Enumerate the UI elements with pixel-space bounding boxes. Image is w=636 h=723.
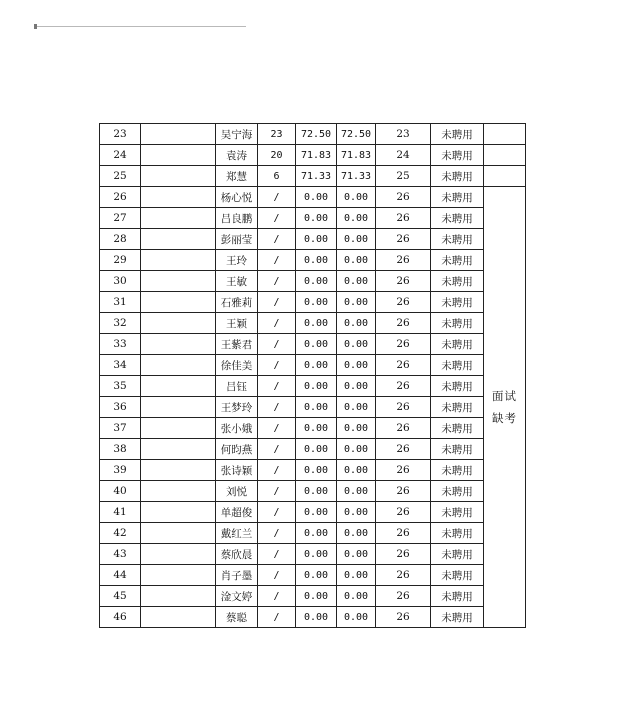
- interview-score: 0.00: [296, 355, 337, 376]
- table-row: [100, 607, 526, 628]
- interview-score: 0.00: [296, 607, 337, 628]
- rank: 26: [376, 460, 431, 481]
- rank: 26: [376, 355, 431, 376]
- interview-score: 0.00: [296, 229, 337, 250]
- table-row: [100, 502, 526, 523]
- total-score: 72.50: [337, 124, 376, 145]
- total-score: 0.00: [337, 229, 376, 250]
- rank: 26: [376, 565, 431, 586]
- table-row: [100, 565, 526, 586]
- written-score: /: [258, 292, 296, 313]
- blank-cell: [141, 544, 216, 565]
- written-score: /: [258, 187, 296, 208]
- written-score: /: [258, 208, 296, 229]
- row-index: 42: [100, 523, 141, 544]
- total-score: 0.00: [337, 460, 376, 481]
- interview-score: 0.00: [296, 313, 337, 334]
- interview-score: 0.00: [296, 481, 337, 502]
- employment-status: 未聘用: [431, 439, 484, 460]
- interview-score: 0.00: [296, 460, 337, 481]
- candidate-name: 王玲: [216, 250, 258, 271]
- total-score: 0.00: [337, 439, 376, 460]
- interview-score: 0.00: [296, 565, 337, 586]
- interview-score: 0.00: [296, 397, 337, 418]
- interview-score: 0.00: [296, 502, 337, 523]
- rank: 26: [376, 523, 431, 544]
- written-score: /: [258, 418, 296, 439]
- rank: 26: [376, 397, 431, 418]
- table-row: [100, 229, 526, 250]
- written-score: /: [258, 439, 296, 460]
- rank: 26: [376, 418, 431, 439]
- row-index: 35: [100, 376, 141, 397]
- interview-score: 0.00: [296, 523, 337, 544]
- row-index: 46: [100, 607, 141, 628]
- blank-cell: [141, 292, 216, 313]
- table-row: [100, 208, 526, 229]
- total-score: 71.83: [337, 145, 376, 166]
- written-score: /: [258, 565, 296, 586]
- total-score: 0.00: [337, 271, 376, 292]
- candidate-name: 淦文婷: [216, 586, 258, 607]
- written-score: /: [258, 502, 296, 523]
- table-row: [100, 376, 526, 397]
- total-score: 0.00: [337, 355, 376, 376]
- written-score: /: [258, 586, 296, 607]
- row-index: 30: [100, 271, 141, 292]
- remark-cell: [484, 166, 526, 187]
- total-score: 0.00: [337, 292, 376, 313]
- table-row: [100, 334, 526, 355]
- blank-cell: [141, 229, 216, 250]
- candidate-name: 杨心悦: [216, 187, 258, 208]
- employment-status: 未聘用: [431, 271, 484, 292]
- interview-score: 0.00: [296, 376, 337, 397]
- rank: 26: [376, 376, 431, 397]
- interview-score: 0.00: [296, 250, 337, 271]
- blank-cell: [141, 607, 216, 628]
- blank-cell: [141, 376, 216, 397]
- interview-score: 0.00: [296, 418, 337, 439]
- candidate-name: 彭丽莹: [216, 229, 258, 250]
- total-score: 0.00: [337, 250, 376, 271]
- interview-score: 0.00: [296, 544, 337, 565]
- employment-status: 未聘用: [431, 292, 484, 313]
- rank: 26: [376, 271, 431, 292]
- row-index: 38: [100, 439, 141, 460]
- blank-cell: [141, 313, 216, 334]
- employment-status: 未聘用: [431, 397, 484, 418]
- written-score: 20: [258, 145, 296, 166]
- table-row: [100, 397, 526, 418]
- total-score: 0.00: [337, 418, 376, 439]
- blank-cell: [141, 145, 216, 166]
- rank: 26: [376, 334, 431, 355]
- table-row: [100, 187, 526, 208]
- blank-cell: [141, 418, 216, 439]
- table-row: [100, 523, 526, 544]
- blank-cell: [141, 355, 216, 376]
- employment-status: 未聘用: [431, 124, 484, 145]
- total-score: 0.00: [337, 523, 376, 544]
- table-body: [100, 124, 526, 628]
- table-row: [100, 313, 526, 334]
- written-score: /: [258, 250, 296, 271]
- rank: 26: [376, 586, 431, 607]
- row-index: 26: [100, 187, 141, 208]
- row-index: 28: [100, 229, 141, 250]
- blank-cell: [141, 334, 216, 355]
- employment-status: 未聘用: [431, 586, 484, 607]
- rank: 26: [376, 502, 431, 523]
- table-row: [100, 355, 526, 376]
- candidate-name: 王梦玲: [216, 397, 258, 418]
- candidate-name: 王颖: [216, 313, 258, 334]
- row-index: 40: [100, 481, 141, 502]
- employment-status: 未聘用: [431, 460, 484, 481]
- blank-cell: [141, 439, 216, 460]
- total-score: 0.00: [337, 481, 376, 502]
- row-index: 37: [100, 418, 141, 439]
- table-row: [100, 544, 526, 565]
- interview-score: 0.00: [296, 334, 337, 355]
- table-row: [100, 460, 526, 481]
- total-score: 0.00: [337, 313, 376, 334]
- employment-status: 未聘用: [431, 208, 484, 229]
- total-score: 0.00: [337, 334, 376, 355]
- table-row: [100, 124, 526, 145]
- row-index: 43: [100, 544, 141, 565]
- table-row: [100, 439, 526, 460]
- table-row: [100, 271, 526, 292]
- written-score: /: [258, 229, 296, 250]
- candidate-name: 袁涛: [216, 145, 258, 166]
- blank-cell: [141, 397, 216, 418]
- candidate-name: 张诗颖: [216, 460, 258, 481]
- interview-score: 0.00: [296, 439, 337, 460]
- remark-cell: [484, 124, 526, 145]
- employment-status: 未聘用: [431, 229, 484, 250]
- employment-status: 未聘用: [431, 565, 484, 586]
- rank: 26: [376, 208, 431, 229]
- rank: 26: [376, 481, 431, 502]
- row-index: 31: [100, 292, 141, 313]
- candidate-name: 石雅莉: [216, 292, 258, 313]
- written-score: /: [258, 271, 296, 292]
- written-score: /: [258, 376, 296, 397]
- employment-status: 未聘用: [431, 502, 484, 523]
- interview-score: 0.00: [296, 292, 337, 313]
- candidate-name: 吕钰: [216, 376, 258, 397]
- employment-status: 未聘用: [431, 334, 484, 355]
- table-row: [100, 292, 526, 313]
- written-score: /: [258, 355, 296, 376]
- remark-cell: [484, 145, 526, 166]
- blank-cell: [141, 502, 216, 523]
- rank: 26: [376, 292, 431, 313]
- rank: 23: [376, 124, 431, 145]
- rank: 26: [376, 229, 431, 250]
- absent-remark: 面试缺考: [484, 187, 526, 628]
- interview-score: 72.50: [296, 124, 337, 145]
- row-index: 39: [100, 460, 141, 481]
- row-index: 36: [100, 397, 141, 418]
- candidate-name: 蔡聪: [216, 607, 258, 628]
- total-score: 0.00: [337, 208, 376, 229]
- employment-status: 未聘用: [431, 145, 484, 166]
- scan-dot: [34, 24, 37, 29]
- candidate-name: 刘悦: [216, 481, 258, 502]
- total-score: 71.33: [337, 166, 376, 187]
- interview-score: 0.00: [296, 586, 337, 607]
- table-row: [100, 481, 526, 502]
- employment-status: 未聘用: [431, 607, 484, 628]
- total-score: 0.00: [337, 376, 376, 397]
- written-score: /: [258, 544, 296, 565]
- blank-cell: [141, 187, 216, 208]
- table-row: [100, 250, 526, 271]
- blank-cell: [141, 586, 216, 607]
- interview-score: 0.00: [296, 208, 337, 229]
- interview-score: 71.83: [296, 145, 337, 166]
- candidate-name: 何昀燕: [216, 439, 258, 460]
- candidate-name: 吕良鹏: [216, 208, 258, 229]
- row-index: 25: [100, 166, 141, 187]
- total-score: 0.00: [337, 397, 376, 418]
- total-score: 0.00: [337, 187, 376, 208]
- row-index: 23: [100, 124, 141, 145]
- total-score: 0.00: [337, 544, 376, 565]
- employment-status: 未聘用: [431, 250, 484, 271]
- rank: 26: [376, 439, 431, 460]
- row-index: 41: [100, 502, 141, 523]
- rank: 26: [376, 250, 431, 271]
- blank-cell: [141, 250, 216, 271]
- interview-score: 0.00: [296, 187, 337, 208]
- written-score: /: [258, 334, 296, 355]
- candidate-name: 戴红兰: [216, 523, 258, 544]
- blank-cell: [141, 166, 216, 187]
- rank: 26: [376, 607, 431, 628]
- candidate-name: 郑慧: [216, 166, 258, 187]
- rank: 26: [376, 313, 431, 334]
- blank-cell: [141, 271, 216, 292]
- rank: 26: [376, 187, 431, 208]
- employment-status: 未聘用: [431, 166, 484, 187]
- employment-status: 未聘用: [431, 544, 484, 565]
- table-row: [100, 145, 526, 166]
- candidate-name: 蔡欣晨: [216, 544, 258, 565]
- row-index: 24: [100, 145, 141, 166]
- interview-score: 71.33: [296, 166, 337, 187]
- row-index: 27: [100, 208, 141, 229]
- candidate-name: 张小娥: [216, 418, 258, 439]
- candidate-name: 徐佳美: [216, 355, 258, 376]
- blank-cell: [141, 124, 216, 145]
- total-score: 0.00: [337, 502, 376, 523]
- total-score: 0.00: [337, 607, 376, 628]
- candidate-name: 吴宁海: [216, 124, 258, 145]
- written-score: /: [258, 523, 296, 544]
- row-index: 34: [100, 355, 141, 376]
- blank-cell: [141, 565, 216, 586]
- table-row: [100, 418, 526, 439]
- blank-cell: [141, 523, 216, 544]
- interview-score: 0.00: [296, 271, 337, 292]
- blank-cell: [141, 208, 216, 229]
- blank-cell: [141, 460, 216, 481]
- written-score: /: [258, 397, 296, 418]
- results-table: [99, 123, 526, 628]
- rank: 25: [376, 166, 431, 187]
- candidate-name: 肖子墨: [216, 565, 258, 586]
- scan-edge-mark: [36, 26, 246, 27]
- employment-status: 未聘用: [431, 313, 484, 334]
- written-score: 6: [258, 166, 296, 187]
- employment-status: 未聘用: [431, 187, 484, 208]
- table-row: [100, 166, 526, 187]
- total-score: 0.00: [337, 565, 376, 586]
- candidate-name: 单超俊: [216, 502, 258, 523]
- row-index: 45: [100, 586, 141, 607]
- rank: 26: [376, 544, 431, 565]
- candidate-name: 王紫君: [216, 334, 258, 355]
- written-score: /: [258, 607, 296, 628]
- rank: 24: [376, 145, 431, 166]
- employment-status: 未聘用: [431, 418, 484, 439]
- written-score: /: [258, 481, 296, 502]
- employment-status: 未聘用: [431, 355, 484, 376]
- total-score: 0.00: [337, 586, 376, 607]
- employment-status: 未聘用: [431, 481, 484, 502]
- written-score: /: [258, 313, 296, 334]
- row-index: 44: [100, 565, 141, 586]
- row-index: 29: [100, 250, 141, 271]
- candidate-name: 王敏: [216, 271, 258, 292]
- employment-status: 未聘用: [431, 376, 484, 397]
- written-score: 23: [258, 124, 296, 145]
- blank-cell: [141, 481, 216, 502]
- row-index: 33: [100, 334, 141, 355]
- row-index: 32: [100, 313, 141, 334]
- written-score: /: [258, 460, 296, 481]
- table-row: [100, 586, 526, 607]
- employment-status: 未聘用: [431, 523, 484, 544]
